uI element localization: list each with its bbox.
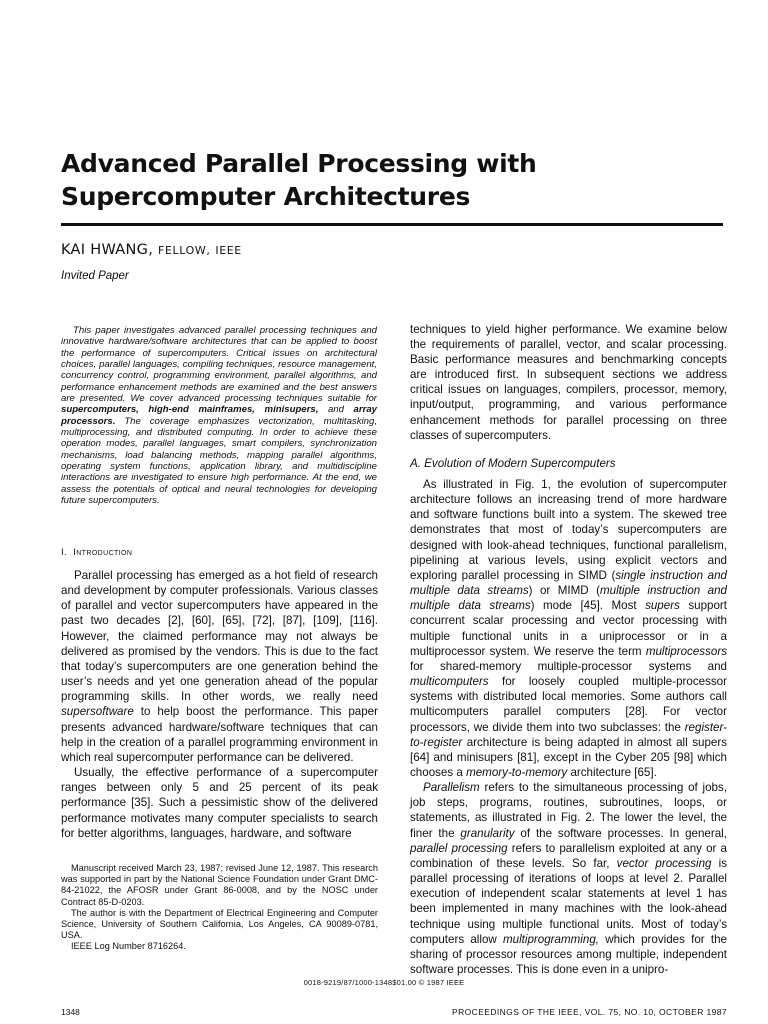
title-line-1: Advanced Parallel Processing with (61, 149, 537, 178)
sp1-f: for loosely coupled multiple-processor systems with distributed local memories. Some authors call multicomputers parallel computers [28]. For vector processors, we divide them into two subclasses: the (410, 675, 727, 734)
footnote (61, 863, 378, 953)
introduction-body (61, 568, 378, 841)
intro-paragraph-2: Usually, the effective performance of a supercomputer ranges between only 5 and 25 percent of its peak performance [35]. Such a pessimistic show of the delivered performance motivates many computer specialists to search for better algorithms, languages, hardware, and software (61, 766, 378, 840)
sp1-a: As illustrated in Fig. 1, the evolution of supercomputer architecture follows an increasing trend of more hardware and software functions built into a system. The skewed tree demonstrates that most of today’s supercomputers are designed with look-ahead techniques, functional parallelism, pipelining at various levels, using explicit vectors and exploring parallel processing in SIMD ( (410, 478, 727, 582)
paper-type: Invited Paper (61, 270, 129, 282)
sp2-parallelism: Parallelism (423, 781, 480, 795)
sp2-a: refers to the simultaneous processing of jobs, job steps, programs, routines, subroutines, loops, or statements, as illustrated in Fig. 2. The lower the level, the finer the (410, 781, 727, 840)
sp1-multicomp: multicomputers (410, 675, 489, 689)
abstract-bold-1: supercomputers, high-end mainframes, minisupers, (61, 404, 319, 416)
footnote-manuscript: Manuscript received March 23, 1987; revised June 12, 1987. This research was supported in part by the National Science Foundation under Grant DMC-84-21022, the AFOSR under Grant 86-0008, and by the NOSC under Contract 85-D-0203. (61, 863, 378, 907)
copyright-line: 0018-9219/87/1000-1348$01.00 © 1987 IEEE (303, 978, 465, 987)
sp1-b: ) or MIMD ( (528, 584, 600, 598)
title-rule (61, 223, 723, 226)
sp2-multiprog: multiprogramming, (503, 932, 599, 946)
sp2-e: which provides for the sharing of processor resources among multiple, independent software processes. This is done even in a unipro- (410, 932, 727, 976)
author-grade: FELLOW, (158, 244, 211, 257)
sp1-e: for shared-memory multiple-processor systems and (410, 659, 727, 673)
sp2-granularity: granularity (460, 826, 515, 840)
sp1-multiproc: multiprocessors (645, 644, 727, 658)
abstract-text: This paper investigates advanced parallel processing techniques and innovative hardware/software architectures that can be applied to boost the performance of supercomputers. Critical issues on architectural choices, parallel languages, compiling techniques, resource management, concurrency control, programming environment, parallel algorithms, and performance enhancement methods are examined and the best answers are presented. We cover advanced processing techniques suitable for (61, 325, 377, 405)
subsection-paragraph-2 (410, 780, 727, 977)
subsection-body (410, 477, 727, 977)
sp2-c: refers to parallelism exploited at any or a combination of these levels. So far, (410, 841, 727, 870)
page-number: 1348 (61, 1007, 80, 1017)
sp2-parproc: parallel processing (410, 841, 508, 855)
section-heading-introduction (61, 547, 132, 558)
author-name: KAI HWANG, (61, 242, 154, 258)
author-society: IEEE (215, 244, 242, 257)
sp1-r2r: register-to-register (410, 720, 727, 749)
sp1-mimd: multiple instruction and multiple data streams (410, 584, 728, 613)
intro-paragraph-1 (61, 568, 378, 765)
right-column-intro-continued (410, 322, 727, 443)
abstract-rest: The coverage emphasizes vectorization, multitasking, multiprocessing, and distributed computing. In order to achieve these operation modes, parallel languages, smart compilers, synchronization mechanisms, load balancing methods, mapping parallel algorithms, operating system functions, application library, and multidiscipline interactions are investigated to ensure high performance. At the end, we assess the potentials of optical and neural technologies for developing future supercomputers. (61, 415, 377, 507)
abstract-and: and (318, 404, 354, 416)
abstract-bold-2: array processors. (61, 404, 378, 427)
sp1-c: ) mode [45]. Most (530, 599, 646, 613)
intro-p1-end: to help boost the performance. This paper presents advanced hardware/software techniques that can help in the creation of a parallel programming environment in which real supercomputer performance can be delivered. (61, 705, 378, 764)
sp1-h: architecture [65]. (567, 765, 657, 779)
sp1-m2m: memory-to-memory (466, 765, 568, 779)
subsection-paragraph-1 (410, 477, 727, 780)
intro-p1-italic: supersoftware (61, 705, 134, 719)
intro-p1-text: Parallel processing has emerged as a hot field of research and development by computer professionals. Various classes of parallel and vector supercomputers have appeared in the past two decades [2], [60], [65], [72], [87], [109], [116]. However, the claimed performance may not always be delivered as promised by the vendors. This is due to the fact that today’s supercomputers are one generation behind the user’s needs and yet one generation ahead of the popular programming skills. In other words, we really need (61, 569, 378, 704)
section-title: Introduction (73, 547, 133, 558)
footnote-log-number: IEEE Log Number 8716264. (71, 941, 186, 952)
paper-title (61, 147, 721, 213)
sp2-b: of the software processes. In general, (514, 826, 727, 840)
title-line-2: Supercomputer Architectures (61, 182, 471, 211)
sp1-simd: single instruction and multiple data streams (410, 568, 727, 598)
sp1-g: architecture is being adapted in almost all supers [64] and minisupers [81], except in the Cyber 205 [98] which chooses a (410, 735, 727, 779)
footnote-affiliation: The author is with the Department of Electrical Engineering and Computer Science, University of Southern California, Los Angeles, CA 90089-0781, USA. (61, 907, 378, 941)
sp1-supers: supers (645, 599, 680, 613)
subsection-heading: A. Evolution of Modern Supercomputers (410, 457, 616, 470)
sp2-vecproc: vector processing (616, 856, 712, 870)
author-line (61, 242, 242, 258)
sp2-d: is parallel processing of iterations of loops at level 2. Parallel execution of independent scalar statements at level 1 has been implemented in many machines with the look-ahead technique using multiple functional units. Most of today’s computers allow (410, 856, 728, 946)
right-paragraph-1: techniques to yield higher performance. We examine below the requirements of parallel, vector, and scalar processing. Basic performance measures and benchmarking concepts are introduced first. In subsequent sections we address critical issues on languages, compilers, processor, memory, input/output, programming, and various performance enhancement methods for parallel processing on three classes of supercomputers. (410, 323, 727, 442)
abstract (61, 325, 377, 507)
section-number: I. (61, 547, 68, 558)
sp1-d: support concurrent scalar processing and vector processing with multiple functional units in a uniprocessor or in a multiprocessor system. We reserve the term (410, 599, 728, 658)
journal-footer: PROCEEDINGS OF THE IEEE, VOL. 75, NO. 10, OCTOBER 1987 (452, 1007, 727, 1017)
